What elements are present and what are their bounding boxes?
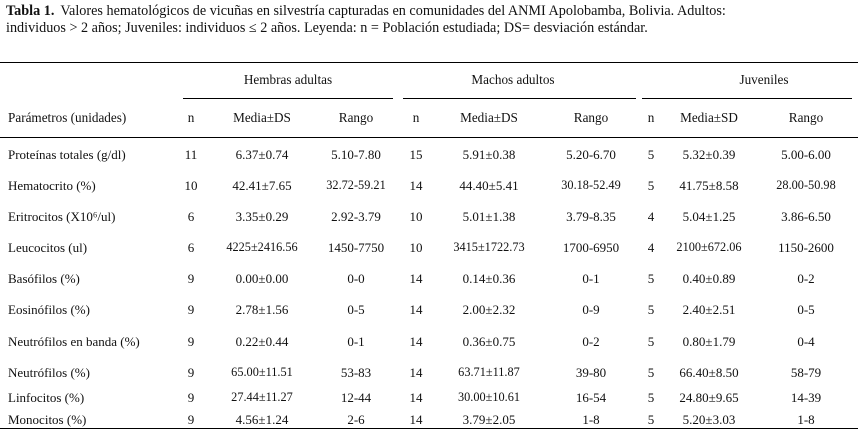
table-cell: 0.22±0.44 (235, 334, 289, 349)
table-cell: 5 (647, 302, 655, 317)
group-header: Hembras adultas (243, 72, 333, 87)
table-cell: 4225±2416.56 (226, 240, 298, 254)
table-cell: 2.92-3.79 (331, 209, 381, 224)
caption-line-1: Valores hematológicos de vicuñas en silvestría capturadas en comunidades del ANMI Apolobamba, Bolivia. Adultos: (60, 3, 726, 19)
table-cell: 0-0 (347, 271, 365, 286)
table-cell: 3.79-8.35 (566, 209, 616, 224)
table-cell: 10 (409, 209, 423, 224)
table-cell: 14 (409, 271, 423, 286)
row-label: Monocitos (%) (8, 412, 87, 427)
table-cell: 9 (187, 390, 195, 405)
table-cell: 5.01±1.38 (462, 209, 516, 224)
column-header: n (412, 110, 420, 125)
table-cell: 9 (187, 334, 195, 349)
table-cell: 32.72-59.21 (326, 178, 386, 192)
row-label: Hematocrito (%) (8, 178, 96, 193)
table-cell: 5 (647, 178, 655, 193)
row-label: Proteínas totales (g/dl) (8, 147, 126, 162)
table-cell: 0.00±0.00 (235, 271, 289, 286)
caption-line-2: individuos > 2 años; Juveniles: individuos ≤ 2 años. Leyenda: n = Población estudiada; DS= desviación estándar. (6, 20, 648, 36)
table-cell: 4.56±1.24 (235, 412, 289, 427)
row-label: Eritrocitos (X10⁶/ul) (8, 209, 116, 224)
table-cell: 0.80±1.79 (682, 334, 736, 349)
table-cell: 5 (647, 147, 655, 162)
table-cell: 2.40±2.51 (682, 302, 736, 317)
table-cell: 3.86-6.50 (781, 209, 831, 224)
table-cell: 44.40±5.41 (459, 178, 519, 193)
column-header: n (647, 110, 655, 125)
table-cell: 6.37±0.74 (235, 147, 289, 162)
table-cell: 1450-7750 (327, 240, 385, 255)
table-caption (6, 3, 852, 37)
table-cell: 41.75±8.58 (679, 178, 739, 193)
table-cell: 10 (184, 178, 198, 193)
table-cell: 9 (187, 412, 195, 427)
row-label: Basófilos (%) (8, 271, 80, 286)
table-cell: 5.20-6.70 (566, 147, 616, 162)
table-cell: 5.91±0.38 (462, 147, 516, 162)
table-cell: 65.00±11.51 (231, 365, 293, 379)
table-cell: 28.00-50.98 (776, 178, 836, 192)
table-cell: 5.10-7.80 (331, 147, 381, 162)
table-cell: 0-4 (797, 334, 815, 349)
table-cell: 4 (647, 240, 655, 255)
table-cell: 5.00-6.00 (781, 147, 831, 162)
table-cell: 0.14±0.36 (462, 271, 516, 286)
table-cell: 0-5 (797, 302, 815, 317)
table-cell: 1150-2600 (778, 240, 834, 255)
column-header: Rango (338, 110, 374, 125)
group-rule-machos (403, 98, 636, 99)
row-label: Neutrófilos (%) (8, 365, 90, 380)
table-cell: 6 (187, 240, 195, 255)
table-cell: 4 (647, 209, 655, 224)
column-header: Media±DS (460, 110, 518, 125)
table-cell: 9 (187, 271, 195, 286)
caption-label: Tabla 1. (6, 3, 55, 19)
table-cell: 14 (409, 178, 423, 193)
table-cell: 30.18-52.49 (561, 178, 621, 192)
table-cell: 14 (409, 302, 423, 317)
table-cell: 5.04±1.25 (682, 209, 736, 224)
header-bottom-rule (0, 137, 858, 138)
table-cell: 10 (409, 240, 423, 255)
group-rule-hembras (183, 98, 393, 99)
group-header: Juveniles (739, 72, 789, 87)
table-cell: 5 (647, 390, 655, 405)
table-cell: 0-2 (797, 271, 815, 286)
table-cell: 0-9 (582, 302, 600, 317)
column-header: Rango (573, 110, 609, 125)
group-header: Machos adultos (471, 72, 555, 87)
column-header: Rango (788, 110, 824, 125)
row-label: Linfocitos (%) (8, 390, 85, 405)
table-cell: 3.35±0.29 (235, 209, 289, 224)
table-cell: 24.80±9.65 (679, 390, 739, 405)
table-cell: 63.71±11.87 (458, 365, 520, 379)
row-label: Neutrófilos en banda (%) (8, 334, 140, 349)
table-cell: 9 (187, 302, 195, 317)
table-cell: 42.41±7.65 (232, 178, 292, 193)
row-label: Eosinófilos (%) (8, 302, 90, 317)
column-header: n (187, 110, 195, 125)
table-cell: 5 (647, 271, 655, 286)
table-cell: 6 (187, 209, 195, 224)
table-cell: 0.36±0.75 (462, 334, 516, 349)
table-cell: 66.40±8.50 (679, 365, 739, 380)
table-cell: 39-80 (575, 365, 607, 380)
table-cell: 2100±672.06 (676, 240, 742, 254)
table-cell: 12-44 (340, 390, 372, 405)
table-cell: 53-83 (340, 365, 372, 380)
table-cell: 14 (409, 412, 423, 427)
row-label: Leucocitos (ul) (8, 240, 88, 255)
table-cell: 2.00±2.32 (462, 302, 516, 317)
table-bottom-rule (0, 428, 858, 429)
table-cell: 14 (409, 390, 423, 405)
table-cell: 14-39 (790, 390, 822, 405)
table-cell: 5 (647, 412, 655, 427)
column-header: Media±DS (233, 110, 291, 125)
table-cell: 15 (409, 147, 423, 162)
table-cell: 0-5 (347, 302, 365, 317)
column-header-parametros: Parámetros (unidades) (8, 110, 127, 125)
table-cell: 9 (187, 365, 195, 380)
table-cell: 1700-6950 (562, 240, 620, 255)
table-cell: 3415±1722.73 (453, 240, 525, 254)
table-cell: 14 (409, 365, 423, 380)
table-cell: 14 (409, 334, 423, 349)
table-cell: 0-1 (347, 334, 365, 349)
table-cell: 0-1 (582, 271, 600, 286)
table-cell: 11 (184, 147, 198, 162)
table-cell: 5 (647, 334, 655, 349)
table-cell: 2-6 (347, 412, 365, 427)
table-cell: 30.00±10.61 (457, 390, 521, 404)
table-cell: 5.32±0.39 (682, 147, 736, 162)
table-cell: 58-79 (790, 365, 822, 380)
column-header: Media±SD (680, 110, 738, 125)
table-cell: 1-8 (582, 412, 600, 427)
table-cell: 1-8 (797, 412, 815, 427)
table-cell: 2.78±1.56 (235, 302, 289, 317)
group-rule-juveniles (642, 98, 852, 99)
table-cell: 3.79±2.05 (462, 412, 516, 427)
table-cell: 5.20±3.03 (682, 412, 736, 427)
table-cell: 16-54 (575, 390, 607, 405)
table-cell: 0-2 (582, 334, 600, 349)
table-cell: 27.44±11.27 (231, 390, 293, 404)
table-cell: 0.40±0.89 (682, 271, 736, 286)
table-top-rule (0, 62, 858, 63)
table-cell: 5 (647, 365, 655, 380)
